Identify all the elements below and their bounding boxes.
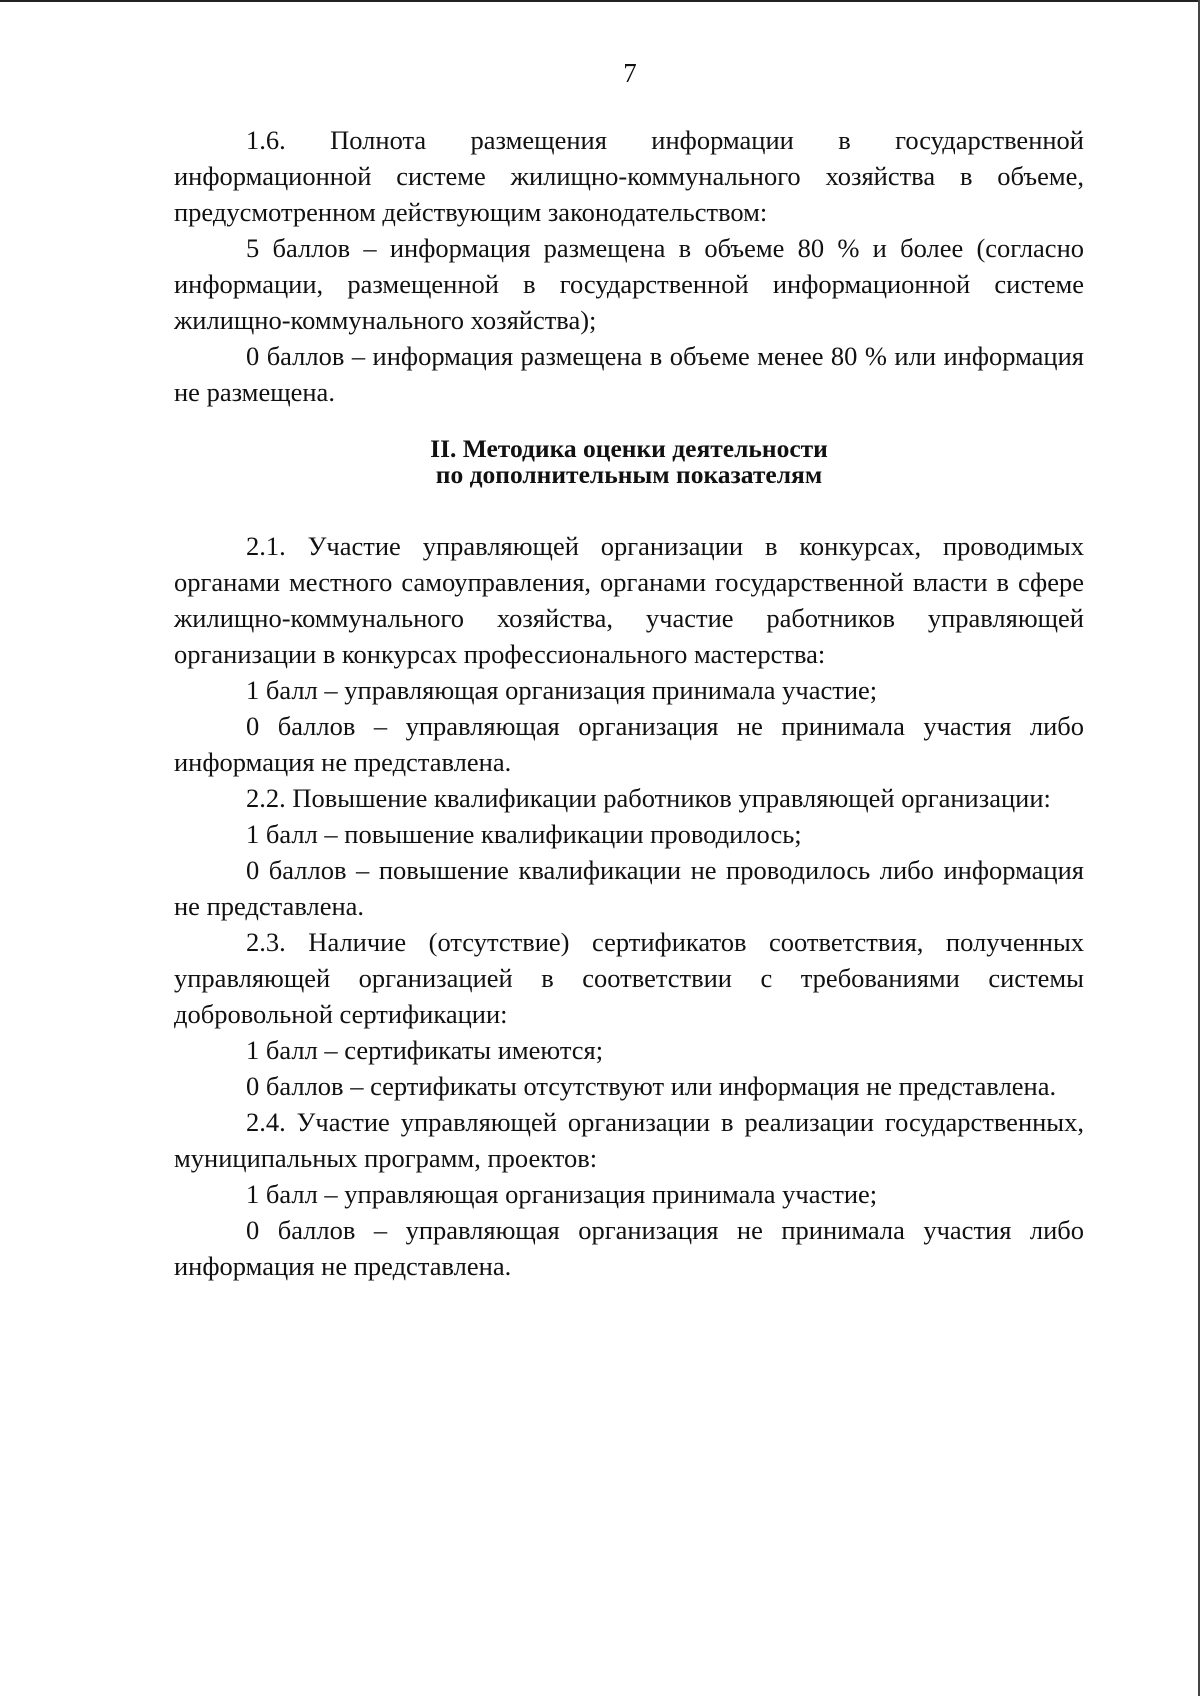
paragraph-2-4-score-1: 1 балл – управляющая организация принимала участие; (246, 1179, 878, 1209)
paragraph-1-6-score-0: 0 баллов – информация размещена в объеме менее 80 % или информация не размещена. (174, 341, 1084, 407)
paragraph-1-6-score-5: 5 баллов – информация размещена в объеме 80 % и более (согласно информации, размещенной в государственной информационной системе жилищно-коммунального хозяйства); (174, 233, 1084, 335)
paragraph-2-3-score-0: 0 баллов – сертификаты отсутствуют или информация не представлена. (246, 1071, 1057, 1101)
section-heading (174, 436, 1084, 488)
page-number: 7 (623, 58, 637, 88)
paragraph-2-2-score-0: 0 баллов – повышение квалификации не проводилось либо информация не представлена. (174, 855, 1084, 921)
paragraph-2-3-score-1: 1 балл – сертификаты имеются; (246, 1035, 604, 1065)
paragraph-2-4-score-0: 0 баллов – управляющая организация не принимала участия либо информация не представлена. (174, 1215, 1084, 1281)
paragraph-2-4: 2.4. Участие управляющей организации в реализации государственных, муниципальных программ, проектов: (174, 1107, 1084, 1173)
section-heading-line-2: по дополнительным показателям (435, 460, 823, 489)
paragraph-1-6: 1.6. Полнота размещения информации в государственной информационной системе жилищно-коммунального хозяйства в объеме, предусмотренном действующим законодательством: (174, 125, 1084, 227)
paragraph-2-3: 2.3. Наличие (отсутствие) сертификатов соответствия, полученных управляющей организацией в соответствии с требованиями системы добровольной сертификации: (174, 927, 1084, 1029)
paragraph-2-1-score-0: 0 баллов – управляющая организация не принимала участия либо информация не представлена. (174, 711, 1084, 777)
paragraph-2-2: 2.2. Повышение квалификации работников управляющей организации: (246, 783, 1051, 813)
paragraph-2-1-score-1: 1 балл – управляющая организация принимала участие; (246, 675, 878, 705)
section-heading-line-1: II. Методика оценки деятельности (430, 434, 828, 463)
paragraph-2-1: 2.1. Участие управляющей организации в конкурсах, проводимых органами местного самоуправления, органами государственной власти в сфере жилищно-коммунального хозяйства, участие работников управляющей организации в конкурсах профессионального мастерства: (174, 531, 1084, 669)
scan-edge-top (0, 0, 1200, 2)
paragraph-2-2-score-1: 1 балл – повышение квалификации проводилось; (246, 819, 802, 849)
document-body (174, 122, 1084, 1284)
